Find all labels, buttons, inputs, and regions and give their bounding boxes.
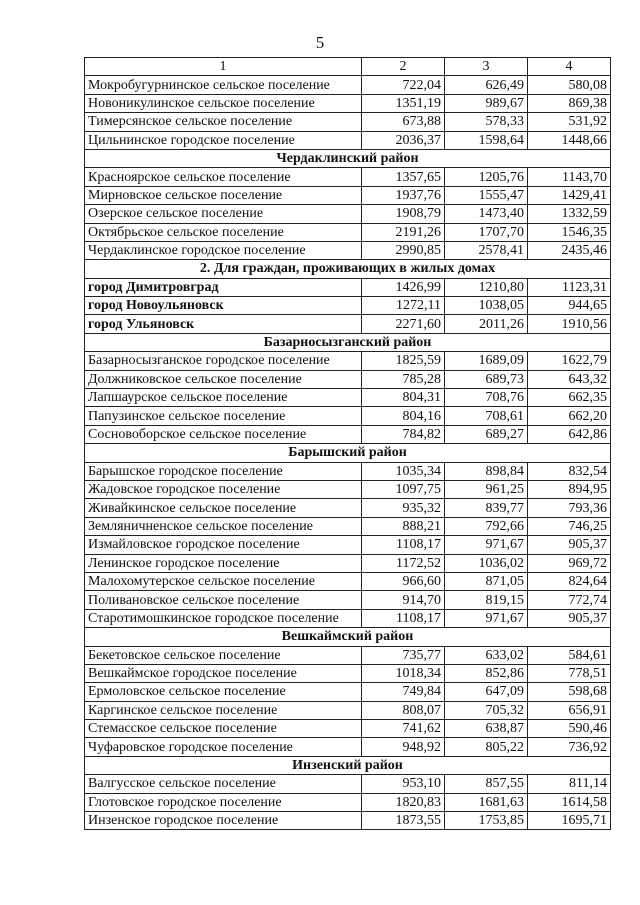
value-col-4: 944,65 (528, 297, 611, 315)
value-col-3: 1681,63 (445, 793, 528, 811)
value-col-4: 1332,59 (528, 205, 611, 223)
value-col-2: 2271,60 (362, 315, 445, 333)
value-col-4: 1695,71 (528, 812, 611, 830)
value-col-3: 647,09 (445, 683, 528, 701)
table-row (85, 572, 611, 590)
table-row (85, 517, 611, 535)
value-col-2: 914,70 (362, 591, 445, 609)
settlement-name: Озерское сельское поселение (85, 205, 362, 223)
table-row (85, 223, 611, 241)
table-row (85, 462, 611, 480)
value-col-2: 1820,83 (362, 793, 445, 811)
value-col-2: 1873,55 (362, 812, 445, 830)
value-col-2: 1426,99 (362, 278, 445, 296)
value-col-4: 598,68 (528, 683, 611, 701)
value-col-3: 708,61 (445, 407, 528, 425)
table-row (85, 297, 611, 315)
value-col-2: 1825,59 (362, 352, 445, 370)
settlement-name: Жадовское городское поселение (85, 480, 362, 498)
value-col-2: 749,84 (362, 683, 445, 701)
value-col-2: 1172,52 (362, 554, 445, 572)
value-col-4: 1614,58 (528, 793, 611, 811)
table-row (85, 775, 611, 793)
value-col-3: 2578,41 (445, 241, 528, 259)
value-col-3: 989,67 (445, 94, 528, 112)
value-col-2: 673,88 (362, 113, 445, 131)
value-col-3: 705,32 (445, 701, 528, 719)
value-col-2: 2191,26 (362, 223, 445, 241)
table-row (85, 701, 611, 719)
value-col-2: 935,32 (362, 499, 445, 517)
table-row (85, 113, 611, 131)
settlement-name: Поливановское сельское поселение (85, 591, 362, 609)
section-header-row (85, 333, 611, 351)
value-col-4: 642,86 (528, 425, 611, 443)
value-col-4: 824,64 (528, 572, 611, 590)
settlement-name: Цильнинское городское поселение (85, 131, 362, 149)
table-row (85, 241, 611, 259)
table-row (85, 609, 611, 627)
value-col-3: 1598,64 (445, 131, 528, 149)
table-row (85, 664, 611, 682)
settlement-name: Тимерсянское сельское поселение (85, 113, 362, 131)
settlement-name: Инзенское городское поселение (85, 812, 362, 830)
section-header-row (85, 756, 611, 774)
value-col-2: 1351,19 (362, 94, 445, 112)
settlement-name: Вешкаймское городское поселение (85, 664, 362, 682)
value-col-3: 2011,26 (445, 315, 528, 333)
table-row (85, 646, 611, 664)
value-col-3: 857,55 (445, 775, 528, 793)
value-col-2: 1108,17 (362, 536, 445, 554)
settlement-name: Мирновское сельское поселение (85, 186, 362, 204)
settlement-name: Старотимошкинское городское поселение (85, 609, 362, 627)
value-col-3: 689,27 (445, 425, 528, 443)
value-col-3: 1210,80 (445, 278, 528, 296)
value-col-4: 662,35 (528, 389, 611, 407)
value-col-2: 888,21 (362, 517, 445, 535)
value-col-4: 1429,41 (528, 186, 611, 204)
value-col-4: 584,61 (528, 646, 611, 664)
settlement-name: город Ульяновск (85, 315, 362, 333)
value-col-3: 1036,02 (445, 554, 528, 572)
value-col-3: 633,02 (445, 646, 528, 664)
value-col-4: 1123,31 (528, 278, 611, 296)
table-row (85, 683, 611, 701)
value-col-2: 1908,79 (362, 205, 445, 223)
table-row (85, 536, 611, 554)
value-col-3: 1473,40 (445, 205, 528, 223)
settlement-name: Чердаклинское городское поселение (85, 241, 362, 259)
column-header-4: 4 (528, 58, 611, 76)
settlement-name: Каргинское сельское поселение (85, 701, 362, 719)
value-col-2: 1357,65 (362, 168, 445, 186)
tariff-table (84, 57, 611, 830)
column-header-3: 3 (445, 58, 528, 76)
section-header-row (85, 628, 611, 646)
header-row (85, 58, 611, 76)
section-title: Барышский район (85, 444, 611, 462)
value-col-2: 722,04 (362, 76, 445, 94)
settlement-name: Лапшаурское сельское поселение (85, 389, 362, 407)
value-col-4: 869,38 (528, 94, 611, 112)
value-col-4: 590,46 (528, 720, 611, 738)
value-col-3: 1707,70 (445, 223, 528, 241)
settlement-name: Малохомутерское сельское поселение (85, 572, 362, 590)
value-col-4: 772,74 (528, 591, 611, 609)
table-row (85, 499, 611, 517)
table-row (85, 370, 611, 388)
settlement-name: Красноярское сельское поселение (85, 168, 362, 186)
settlement-name: город Димитровград (85, 278, 362, 296)
value-col-3: 708,76 (445, 389, 528, 407)
section-title: Вешкаймский район (85, 628, 611, 646)
settlement-name: Сосновоборское сельское поселение (85, 425, 362, 443)
value-col-3: 1555,47 (445, 186, 528, 204)
value-col-4: 832,54 (528, 462, 611, 480)
value-col-2: 2990,85 (362, 241, 445, 259)
value-col-4: 905,37 (528, 536, 611, 554)
value-col-4: 778,51 (528, 664, 611, 682)
value-col-2: 741,62 (362, 720, 445, 738)
value-col-4: 969,72 (528, 554, 611, 572)
settlement-name: Барышское городское поселение (85, 462, 362, 480)
table-row (85, 720, 611, 738)
table-row (85, 131, 611, 149)
value-col-3: 839,77 (445, 499, 528, 517)
settlement-name: Валгусское сельское поселение (85, 775, 362, 793)
settlement-name: Стемасское сельское поселение (85, 720, 362, 738)
value-col-2: 1108,17 (362, 609, 445, 627)
section-header-row (85, 260, 611, 278)
table-row (85, 389, 611, 407)
value-col-2: 1097,75 (362, 480, 445, 498)
value-col-2: 1018,34 (362, 664, 445, 682)
table-row (85, 425, 611, 443)
table-body (85, 58, 611, 830)
value-col-4: 1622,79 (528, 352, 611, 370)
value-col-3: 852,86 (445, 664, 528, 682)
value-col-3: 1689,09 (445, 352, 528, 370)
value-col-4: 662,20 (528, 407, 611, 425)
value-col-2: 804,16 (362, 407, 445, 425)
value-col-2: 2036,37 (362, 131, 445, 149)
value-col-3: 626,49 (445, 76, 528, 94)
settlement-name: Октябрьское сельское поселение (85, 223, 362, 241)
section-title: Базарносызганский район (85, 333, 611, 351)
value-col-4: 894,95 (528, 480, 611, 498)
value-col-2: 784,82 (362, 425, 445, 443)
value-col-3: 961,25 (445, 480, 528, 498)
value-col-4: 793,36 (528, 499, 611, 517)
settlement-name: Мокробугурнинское сельское поселение (85, 76, 362, 94)
column-header-1: 1 (85, 58, 362, 76)
table-row (85, 278, 611, 296)
value-col-3: 1753,85 (445, 812, 528, 830)
table-row (85, 554, 611, 572)
value-col-2: 735,77 (362, 646, 445, 664)
value-col-3: 805,22 (445, 738, 528, 756)
table-row (85, 480, 611, 498)
settlement-name: Земляничненское сельское поселение (85, 517, 362, 535)
section-header-row (85, 149, 611, 167)
table-row (85, 738, 611, 756)
value-col-3: 871,05 (445, 572, 528, 590)
value-col-3: 971,67 (445, 609, 528, 627)
value-col-4: 1143,70 (528, 168, 611, 186)
section-header-row (85, 444, 611, 462)
table-row (85, 591, 611, 609)
section-title: Чердаклинский район (85, 149, 611, 167)
value-col-3: 792,66 (445, 517, 528, 535)
table-row (85, 407, 611, 425)
value-col-4: 643,32 (528, 370, 611, 388)
value-col-4: 1546,35 (528, 223, 611, 241)
value-col-2: 1937,76 (362, 186, 445, 204)
page-number: 5 (315, 33, 325, 52)
column-header-2: 2 (362, 58, 445, 76)
value-col-4: 811,14 (528, 775, 611, 793)
settlement-name: Ленинское городское поселение (85, 554, 362, 572)
settlement-name: Ермоловское сельское поселение (85, 683, 362, 701)
value-col-3: 898,84 (445, 462, 528, 480)
settlement-name: Бекетовское сельское поселение (85, 646, 362, 664)
value-col-4: 2435,46 (528, 241, 611, 259)
value-col-3: 1205,76 (445, 168, 528, 186)
value-col-2: 948,92 (362, 738, 445, 756)
value-col-3: 971,67 (445, 536, 528, 554)
value-col-4: 1448,66 (528, 131, 611, 149)
value-col-4: 656,91 (528, 701, 611, 719)
section-title: Инзенский район (85, 756, 611, 774)
settlement-name: Должниковское сельское поселение (85, 370, 362, 388)
table-row (85, 168, 611, 186)
value-col-3: 638,87 (445, 720, 528, 738)
value-col-3: 1038,05 (445, 297, 528, 315)
value-col-4: 746,25 (528, 517, 611, 535)
table-row (85, 352, 611, 370)
section-title: 2. Для граждан, проживающих в жилых домах (85, 260, 611, 278)
table-row (85, 186, 611, 204)
value-col-3: 819,15 (445, 591, 528, 609)
settlement-name: Папузинское сельское поселение (85, 407, 362, 425)
settlement-name: Базарносызганское городское поселение (85, 352, 362, 370)
value-col-4: 1910,56 (528, 315, 611, 333)
table-row (85, 205, 611, 223)
value-col-2: 1272,11 (362, 297, 445, 315)
value-col-2: 966,60 (362, 572, 445, 590)
table-row (85, 315, 611, 333)
table-row (85, 793, 611, 811)
value-col-2: 1035,34 (362, 462, 445, 480)
settlement-name: город Новоульяновск (85, 297, 362, 315)
settlement-name: Чуфаровское городское поселение (85, 738, 362, 756)
value-col-4: 905,37 (528, 609, 611, 627)
settlement-name: Живайкинское сельское поселение (85, 499, 362, 517)
value-col-4: 580,08 (528, 76, 611, 94)
settlement-name: Глотовское городское поселение (85, 793, 362, 811)
table-row (85, 812, 611, 830)
value-col-2: 785,28 (362, 370, 445, 388)
value-col-2: 953,10 (362, 775, 445, 793)
table-row (85, 76, 611, 94)
value-col-2: 804,31 (362, 389, 445, 407)
settlement-name: Измайловское городское поселение (85, 536, 362, 554)
value-col-3: 578,33 (445, 113, 528, 131)
value-col-4: 736,92 (528, 738, 611, 756)
value-col-4: 531,92 (528, 113, 611, 131)
table-row (85, 94, 611, 112)
value-col-3: 689,73 (445, 370, 528, 388)
value-col-2: 808,07 (362, 701, 445, 719)
settlement-name: Новоникулинское сельское поселение (85, 94, 362, 112)
